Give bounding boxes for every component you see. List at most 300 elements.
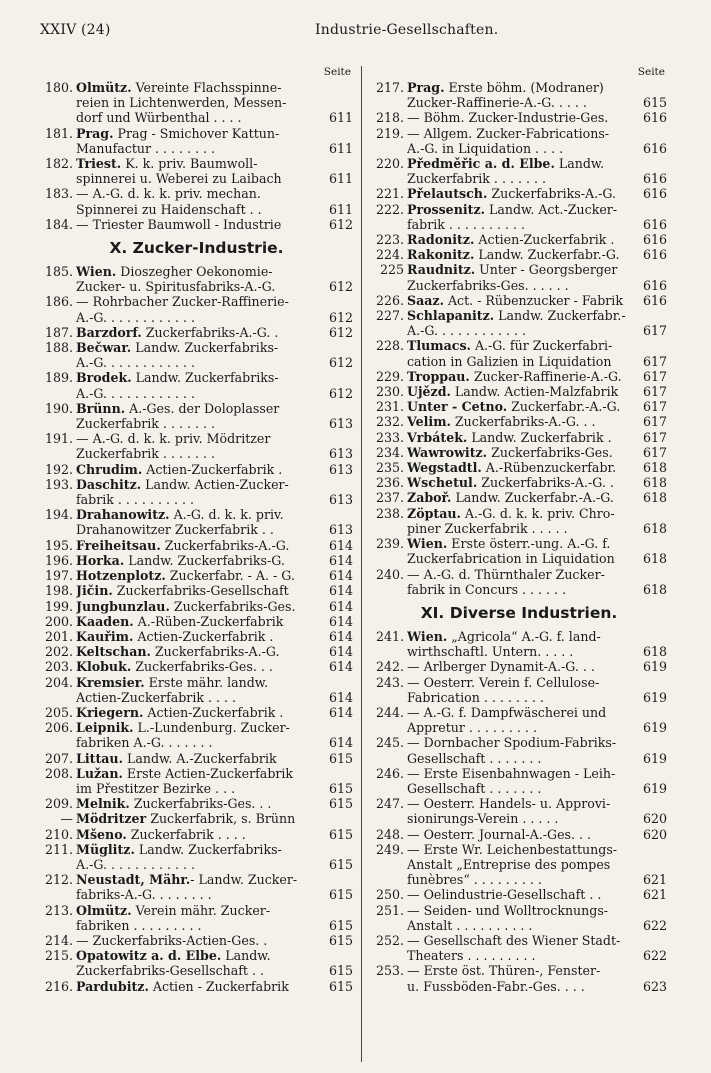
entry-number: 239. <box>375 536 404 552</box>
entry-text: Olmütz. Vereinte Flachsspinne- <box>76 80 282 95</box>
page-ref: 620 <box>642 811 667 827</box>
index-entry <box>371 659 667 674</box>
index-entry <box>40 401 353 431</box>
index-entry <box>40 903 353 933</box>
entry-line <box>407 323 667 338</box>
entry-body <box>407 110 667 125</box>
entry-body <box>407 293 667 308</box>
entry-body <box>76 979 353 994</box>
page-ref: 611 <box>328 140 353 156</box>
entry-line <box>407 582 667 597</box>
entry-body <box>407 384 667 399</box>
entry-text: — Dornbacher Spodium-Fabriks- <box>407 735 617 751</box>
entry-body <box>76 614 353 629</box>
entry-line <box>76 979 353 994</box>
index-entry <box>371 933 667 963</box>
entry-line <box>76 325 353 340</box>
entry-number: 213. <box>44 902 73 918</box>
page-ref: 616 <box>642 216 667 232</box>
page-ref <box>325 872 353 887</box>
page-ref: 615 <box>328 963 353 979</box>
entry-line <box>76 842 353 857</box>
entry-line <box>407 217 667 232</box>
page-ref: 616 <box>642 232 667 248</box>
index-entry <box>40 507 353 537</box>
entry-body <box>407 675 667 705</box>
entry-line <box>76 126 353 141</box>
entry-text: Zucker- u. Spiritusfabriks-A.-G. <box>76 279 276 295</box>
entry-body <box>76 477 353 507</box>
entry-number: 253. <box>375 963 404 979</box>
index-entry <box>40 629 353 644</box>
entry-line <box>407 247 667 262</box>
entry-number: 243. <box>375 674 404 690</box>
entry-number: 238. <box>375 505 404 521</box>
page-ref <box>325 507 353 522</box>
index-entry <box>40 217 353 232</box>
entry-line <box>76 340 353 355</box>
entry-text: piner Zuckerfabrik . . . . . <box>407 520 568 536</box>
entry-body <box>407 490 667 505</box>
entry-text: — Oesterr. Journal-A.-Ges. . . <box>407 826 592 842</box>
entry-body <box>407 796 667 826</box>
entry-body <box>407 80 667 110</box>
entry-number: 226. <box>375 292 404 308</box>
entry-text: Gesellschaft . . . . . . . <box>407 750 542 766</box>
entry-number: 183. <box>44 186 73 202</box>
entry-text: — Erste öst. Thüren-, Fenster- <box>407 963 601 979</box>
entry-text: Freiheitsau. Zuckerfabriks-A.-G. <box>76 537 290 553</box>
entry-body <box>76 217 353 232</box>
page-ref: 618 <box>642 644 667 660</box>
page-ref: 614 <box>328 735 353 751</box>
entry-text: Kriegern. Actien-Zuckerfabrik . <box>76 704 284 720</box>
entry-number: 184. <box>44 216 73 232</box>
entry-text: Kaaden. A.-Rüben-Zuckerfabrik <box>76 613 284 629</box>
entry-text: Raudnitz. Unter - Georgsberger <box>407 262 618 278</box>
page-ref <box>325 80 353 95</box>
entry-text: Vrbátek. Landw. Zuckerfabrik . <box>407 429 612 445</box>
entry-line <box>76 386 353 401</box>
entry-line <box>407 735 667 750</box>
entry-text: Velim. Zuckerfabriks-A.-G. . . <box>407 414 596 430</box>
entry-text: Zuckerfabriks-Gesellschaft . . <box>76 963 265 979</box>
entry-line <box>407 308 667 323</box>
entry-number: 223. <box>375 232 404 248</box>
entry-number: 202. <box>44 644 73 660</box>
entry-line <box>76 141 353 156</box>
entry-line <box>76 720 353 735</box>
entry-number: 244. <box>375 704 404 720</box>
entry-body <box>407 414 667 429</box>
page-ref: 617 <box>642 429 667 445</box>
entry-line <box>76 553 353 568</box>
index-entry <box>371 842 667 888</box>
entry-number: 197. <box>44 568 73 584</box>
entry-line <box>407 399 667 414</box>
page-ref: 617 <box>642 368 667 384</box>
entry-line <box>76 171 353 186</box>
entry-text: fabriks-A.-G. . . . . . . . <box>76 887 212 903</box>
entry-text: A.-G. . . . . . . . . . . . <box>76 856 196 872</box>
page-ref: 611 <box>328 171 353 187</box>
left-column <box>40 64 353 994</box>
entry-text: Jungbunzlau. Zuckerfabriks-Ges. <box>76 598 296 614</box>
entry-line <box>407 278 667 293</box>
entry-text: Kremsier. Erste mähr. landw. <box>76 674 269 690</box>
entry-text: — Böhm. Zucker-Industrie-Ges. <box>407 110 609 126</box>
index-entry <box>371 675 667 705</box>
index-entry <box>40 720 353 750</box>
entry-text: reien in Lichtenwerden, Messen- <box>76 95 287 111</box>
entry-number: 235. <box>375 460 404 476</box>
entry-body <box>76 340 353 370</box>
entry-body <box>76 675 353 705</box>
entry-number: 210. <box>44 826 73 842</box>
entry-text: Opatowitz a. d. Elbe. Landw. <box>76 948 271 964</box>
index-entry <box>371 430 667 445</box>
page-ref: 615 <box>328 750 353 766</box>
entry-body <box>407 735 667 765</box>
page-ref: 616 <box>642 186 667 202</box>
index-entry <box>371 705 667 735</box>
entry-text: Přelautsch. Zuckerfabriks-A.-G. <box>407 186 616 202</box>
entry-number: 236. <box>375 475 404 491</box>
page-ref <box>639 338 667 353</box>
entry-line <box>407 857 667 872</box>
index-entry <box>40 156 353 186</box>
entry-number: 251. <box>375 902 404 918</box>
entry-text: spinnerei u. Weberei zu Laibach <box>76 171 282 187</box>
index-entry <box>371 506 667 536</box>
entry-body <box>407 766 667 796</box>
entry-body <box>407 842 667 888</box>
index-entry <box>371 445 667 460</box>
page-ref <box>325 156 353 171</box>
entry-line <box>407 369 667 384</box>
index-entry <box>371 232 667 247</box>
index-entry <box>40 659 353 674</box>
page-ref: 614 <box>328 628 353 644</box>
page-ref: 617 <box>642 323 667 339</box>
entry-number: 232. <box>375 414 404 430</box>
page-ref <box>325 95 353 110</box>
page-ref <box>325 126 353 141</box>
entry-line <box>76 629 353 644</box>
page-ref: 616 <box>642 247 667 263</box>
entry-text: Troppau. Zucker-Raffinerie-A.-G. <box>407 368 622 384</box>
entry-text: Spinnerei zu Haidenschaft . . <box>76 201 262 217</box>
entry-line <box>76 751 353 766</box>
entry-body <box>76 827 353 842</box>
entry-body <box>76 644 353 659</box>
entry-text: Radonitz. Actien-Zuckerfabrik . <box>407 232 615 248</box>
entry-line <box>76 538 353 553</box>
entry-number: 199. <box>44 598 73 614</box>
page-ref: 613 <box>328 522 353 538</box>
page-ref: 614 <box>328 704 353 720</box>
entry-number: — <box>60 811 73 827</box>
entry-body <box>76 872 353 902</box>
page-ref: 616 <box>642 140 667 156</box>
entry-number: 205. <box>44 704 73 720</box>
page-ref: 614 <box>328 552 353 568</box>
entry-body <box>76 659 353 674</box>
entry-line <box>407 338 667 353</box>
entry-body <box>76 811 353 826</box>
entry-number: 204. <box>44 674 73 690</box>
page-ref: 614 <box>328 583 353 599</box>
page-ref: 620 <box>642 826 667 842</box>
entry-text: Předměřic a. d. Elbe. Landw. <box>407 156 605 172</box>
entry-number: 219. <box>375 125 404 141</box>
entry-text: Klobuk. Zuckerfabriks-Ges. . . <box>76 659 273 675</box>
page-ref: 612 <box>328 324 353 340</box>
page-ref: 617 <box>642 414 667 430</box>
entry-line <box>76 857 353 872</box>
page-ref: 614 <box>328 598 353 614</box>
index-entry <box>40 842 353 872</box>
entry-text: — Gesellschaft des Wiener Stadt- <box>407 932 621 948</box>
page-ref: 616 <box>642 171 667 187</box>
page-ref <box>639 796 667 811</box>
page-ref: 615 <box>328 887 353 903</box>
entry-line <box>407 887 667 902</box>
page-ref: 617 <box>642 444 667 460</box>
entry-number: 203. <box>44 659 73 675</box>
entry-text: A.-G. . . . . . . . . . . . <box>407 323 527 339</box>
index-entry <box>371 629 667 659</box>
entry-line <box>407 445 667 460</box>
index-entry <box>40 340 353 370</box>
page-ref: 615 <box>328 856 353 872</box>
entry-number: 181. <box>44 125 73 141</box>
entry-body <box>407 963 667 993</box>
entry-line <box>407 551 667 566</box>
entry-body <box>407 536 667 566</box>
entry-text: Müglitz. Landw. Zuckerfabriks- <box>76 841 282 857</box>
index-entry <box>40 811 353 826</box>
entry-number: 229. <box>375 368 404 384</box>
index-entry <box>40 462 353 477</box>
entry-body <box>76 583 353 598</box>
page-ref <box>325 766 353 781</box>
page-ref: 612 <box>328 309 353 325</box>
entry-line <box>407 705 667 720</box>
entry-number: 241. <box>375 628 404 644</box>
index-entry <box>371 536 667 566</box>
entry-body <box>407 887 667 902</box>
entry-number: 242. <box>375 659 404 675</box>
entry-line <box>407 186 667 201</box>
index-entry <box>40 431 353 461</box>
entry-text: — Allgem. Zucker-Fabrications- <box>407 125 610 141</box>
entry-text: Unter - Cetno. Zuckerfabr.-A.-G. <box>407 399 621 415</box>
page-ref: 614 <box>328 568 353 584</box>
index-entry <box>371 110 667 125</box>
page-ref <box>325 842 353 857</box>
page-ref: 614 <box>328 689 353 705</box>
entry-body <box>407 202 667 232</box>
entry-text: — Oesterr. Verein f. Cellulose- <box>407 674 600 690</box>
page-title: Industrie-Gesellschaften. <box>315 22 499 38</box>
entry-body <box>76 629 353 644</box>
entry-number: 221. <box>375 186 404 202</box>
index-entry <box>40 614 353 629</box>
entry-line <box>407 126 667 141</box>
entry-text: funèbres“ . . . . . . . . . <box>407 872 542 888</box>
entry-line <box>76 872 353 887</box>
entry-body <box>407 827 667 842</box>
page-ref: 615 <box>328 978 353 994</box>
entry-body <box>76 156 353 186</box>
index-entry <box>40 568 353 583</box>
section-heading: XI. Diverse Industrien. <box>420 603 618 622</box>
entry-line <box>407 872 667 887</box>
page-ref: 618 <box>642 475 667 491</box>
page-ref: 619 <box>642 689 667 705</box>
entry-number: 218. <box>375 110 404 126</box>
entry-body <box>76 507 353 537</box>
page-ref: 618 <box>642 520 667 536</box>
index-entry <box>40 644 353 659</box>
entry-text: Brünn. A.-Ges. der Doloplasser <box>76 400 280 416</box>
entry-body <box>76 705 353 720</box>
entry-body <box>407 369 667 384</box>
entry-text: Jičin. Zuckerfabriks-Gesellschaft <box>76 583 289 599</box>
page-ref <box>639 567 667 582</box>
page-ref: 613 <box>328 461 353 477</box>
index-entry <box>371 490 667 505</box>
entry-line <box>76 827 353 842</box>
entry-line <box>76 659 353 674</box>
entry-number: 247. <box>375 796 404 812</box>
index-entry <box>40 948 353 978</box>
entry-body <box>76 80 353 126</box>
entry-text: Ujězd. Landw. Actien-Malzfabrik <box>407 384 619 400</box>
entry-line <box>76 522 353 537</box>
entry-line <box>76 462 353 477</box>
entry-text: Appretur . . . . . . . . . <box>407 720 537 736</box>
entry-number: 187. <box>44 324 73 340</box>
entry-number: 211. <box>44 841 73 857</box>
page-ref: 622 <box>642 917 667 933</box>
entry-body <box>407 308 667 338</box>
entry-text: — Erste Eisenbahnwagen - Leih- <box>407 765 616 781</box>
index-entry <box>371 156 667 186</box>
entry-line <box>407 918 667 933</box>
entry-text: Zuckerfabriks-Ges. . . . . . <box>407 277 569 293</box>
entry-line <box>407 141 667 156</box>
entry-line <box>76 948 353 963</box>
entry-line <box>76 963 353 978</box>
page-ref: 618 <box>642 551 667 567</box>
entry-text: Mšeno. Zuckerfabrik . . . . <box>76 826 246 842</box>
page-ref <box>325 903 353 918</box>
entry-body <box>407 506 667 536</box>
entry-line <box>76 933 353 948</box>
entry-body <box>407 903 667 933</box>
column-divider <box>361 66 362 1062</box>
entry-number: 248. <box>375 826 404 842</box>
index-entry <box>40 186 353 216</box>
page-ref: 612 <box>328 355 353 371</box>
entry-number: 180. <box>44 80 73 95</box>
entry-body <box>407 430 667 445</box>
page-ref <box>639 735 667 750</box>
entry-line <box>76 918 353 933</box>
entry-line <box>407 293 667 308</box>
entry-text: Brodek. Landw. Zuckerfabriks- <box>76 370 279 386</box>
entry-body <box>407 186 667 201</box>
entry-line <box>407 766 667 781</box>
entry-line <box>407 659 667 674</box>
entry-line <box>407 262 667 277</box>
entry-line <box>407 110 667 125</box>
page-ref <box>325 264 353 279</box>
entry-text: A.-G. . . . . . . . . . . . <box>76 309 196 325</box>
index-entry <box>40 827 353 842</box>
entry-line <box>76 80 353 95</box>
page-ref: 612 <box>328 279 353 295</box>
entry-number: 237. <box>375 490 404 506</box>
index-entry <box>371 338 667 368</box>
page-ref <box>639 156 667 171</box>
right-column <box>371 64 667 994</box>
seite-label: Seite <box>637 66 665 78</box>
page-ref <box>639 675 667 690</box>
entry-text: Prag. Erste böhm. (Modraner) <box>407 80 604 95</box>
page-ref <box>639 857 667 872</box>
entry-line <box>407 384 667 399</box>
entry-text: Hotzenplotz. Zuckerfabr. - A. - G. <box>76 568 295 584</box>
entry-line <box>76 202 353 217</box>
entry-line <box>407 979 667 994</box>
entry-line <box>76 446 353 461</box>
entry-body <box>76 462 353 477</box>
entry-number: 182. <box>44 156 73 172</box>
page-ref: 614 <box>328 644 353 660</box>
entry-text: wirthschaftl. Untern. . . . . <box>407 644 574 660</box>
page-ref: 621 <box>642 887 667 903</box>
entry-number: 217. <box>375 80 404 95</box>
entry-line <box>407 720 667 735</box>
entry-line <box>76 705 353 720</box>
entry-text: Kauřim. Actien-Zuckerfabrik . <box>76 628 274 644</box>
entry-text: A.-G. . . . . . . . . . . . <box>76 355 196 371</box>
page-ref <box>325 294 353 309</box>
entry-number: 208. <box>44 765 73 781</box>
entry-number: 252. <box>375 932 404 948</box>
entry-body <box>407 629 667 659</box>
page-ref: 612 <box>328 385 353 401</box>
page-ref: 617 <box>642 384 667 400</box>
page-ref <box>639 629 667 644</box>
index-entry <box>371 827 667 842</box>
entry-number: 196. <box>44 552 73 568</box>
page-ref: 615 <box>328 796 353 812</box>
index-entry <box>40 325 353 340</box>
page-ref <box>325 675 353 690</box>
entry-body <box>76 538 353 553</box>
index-entry <box>40 675 353 705</box>
entry-text: Zaboř. Landw. Zuckerfabr.-A.-G. <box>407 490 614 506</box>
entry-text: — Oesterr. Handels- u. Approvi- <box>407 796 611 812</box>
entry-number: 190. <box>44 400 73 416</box>
entry-line <box>76 887 353 902</box>
index-entry <box>371 903 667 933</box>
entry-line <box>407 903 667 918</box>
